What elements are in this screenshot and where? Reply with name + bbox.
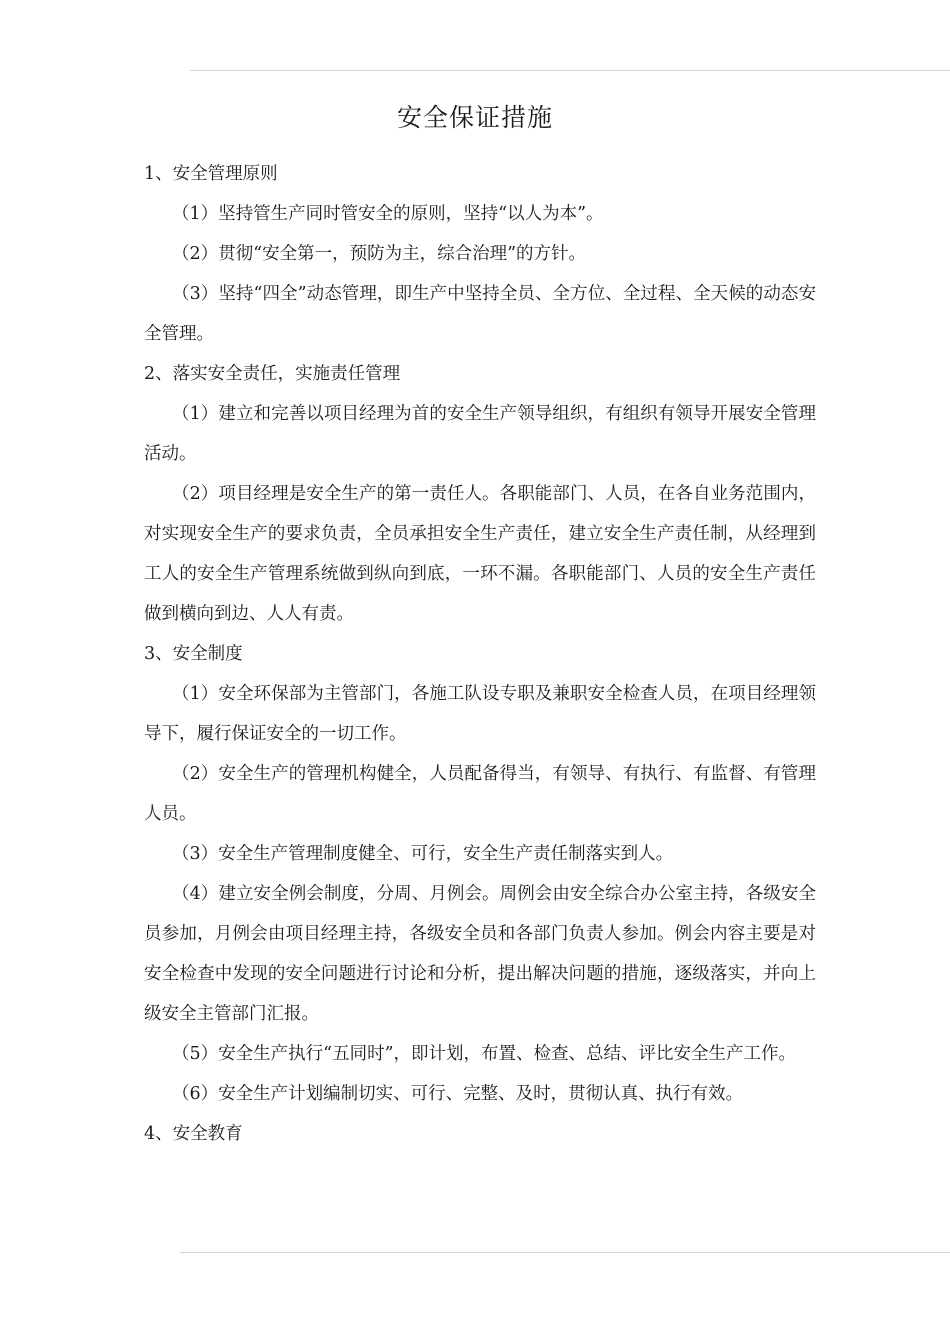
- paragraph: （2）项目经理是安全生产的第一责任人。各职能部门、人员，在各自业务范围内，对实现安全生产的要求负责，全员承担安全生产责任，建立安全生产责任制，从经理到工人的安全生产管理系统做到纵向到底，一环不漏。各职能部门、人员的安全生产责任做到横向到边、人人有责。: [144, 484, 816, 624]
- paragraph: （4）建立安全例会制度，分周、月例会。周例会由安全综合办公室主持，各级安全员参加，月例会由项目经理主持，各级安全员和各部门负责人参加。例会内容主要是对安全检查中发现的安全问题进行讨论和分析，提出解决问题的措施，逐级落实，并向上级安全主管部门汇报。: [144, 884, 816, 1024]
- page-title: 安全保证措施: [396, 103, 553, 132]
- paragraph: （2）贯彻“安全第一，预防为主，综合治理”的方针。: [172, 244, 587, 264]
- paragraph: （1）建立和完善以项目经理为首的安全生产领导组织，有组织有领导开展安全管理活动。: [144, 404, 816, 464]
- paragraph: （2）安全生产的管理机构健全，人员配备得当，有领导、有执行、有监督、有管理人员。: [144, 764, 816, 824]
- document-body: [144, 154, 816, 1154]
- header-rule: [190, 70, 950, 71]
- section-heading: 4、安全教育: [144, 1124, 243, 1144]
- footer-rule: [180, 1252, 950, 1253]
- section-heading: 1、安全管理原则: [144, 164, 278, 184]
- paragraph: （6）安全生产计划编制切实、可行、完整、及时，贯彻认真、执行有效。: [172, 1084, 744, 1104]
- paragraph: （3）坚持“四全”动态管理，即生产中坚持全员、全方位、全过程、全天候的动态安全管理。: [144, 284, 816, 344]
- section-heading: 3、安全制度: [144, 644, 243, 664]
- paragraph: （3）安全生产管理制度健全、可行，安全生产责任制落实到人。: [172, 844, 674, 864]
- section-heading: 2、落实安全责任，实施责任管理: [144, 364, 401, 384]
- paragraph: （1）安全环保部为主管部门，各施工队设专职及兼职安全检查人员，在项目经理领导下，履行保证安全的一切工作。: [144, 684, 816, 744]
- paragraph: （1）坚持管生产同时管安全的原则，坚持“以人为本”。: [172, 204, 604, 224]
- paragraph: （5）安全生产执行“五同时”，即计划，布置、检查、总结、评比安全生产工作。: [172, 1044, 797, 1064]
